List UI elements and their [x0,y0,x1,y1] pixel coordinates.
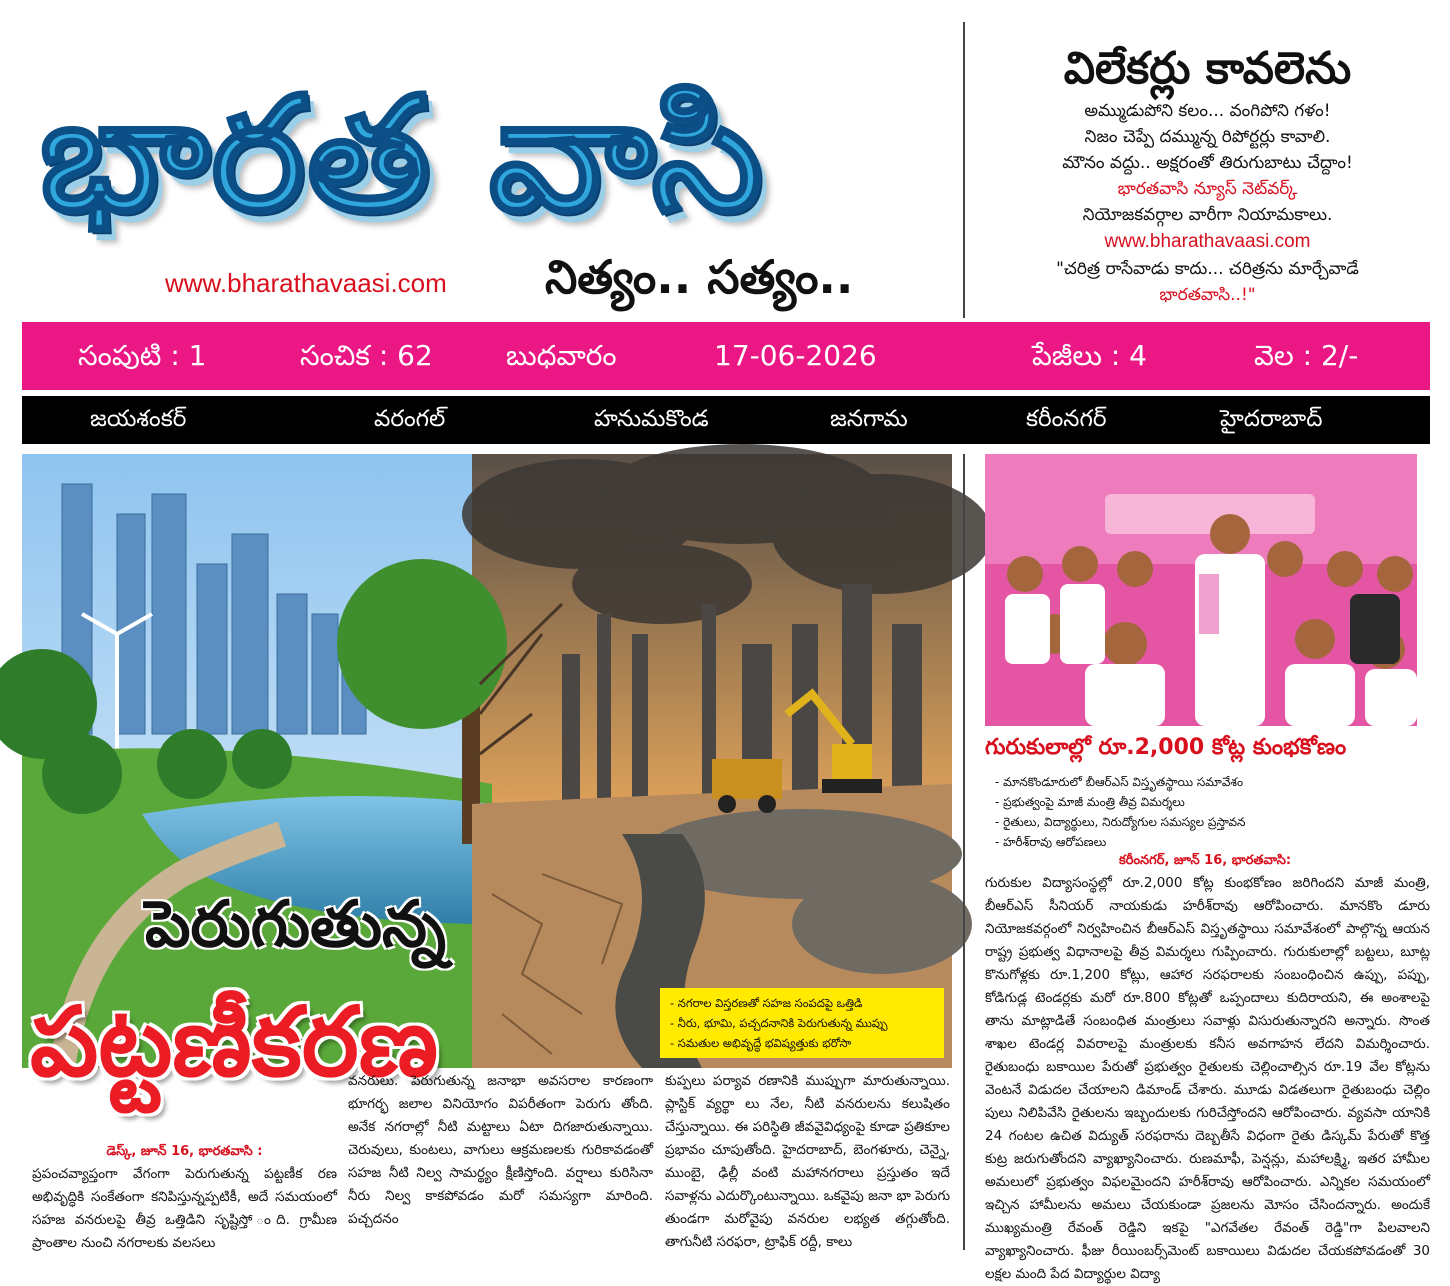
lead-article-column-2: వనరులు. పెరుగుతున్న జనాభా అవసరాల కారణంగా భూగర్భ జలాల వినియోగం విపరీతంగా పెరుగు తోంది. అనేక నగరాల్లో నీటి మట్టాలు ఏటా దిగజారుతున్నాయి. చెరువులు, కుంటలు, వాగులు ఆక్రమణలకు గురికావడంతో సహజ నీటి నిల్వ సామర్థ్యం క్షీణిస్తోంది. వర్షాలు కురిసినా నీరు నిల్వ కాకపోవడం మరో సమస్యగా మారింది. పచ్చదనం [348,1073,653,1227]
district-link[interactable]: హనుమకొండ [594,406,709,432]
ad-signature: భారతవాసి..!" [1159,285,1256,305]
ad-title: విలేకర్లు కావలెను [1063,43,1352,94]
political-meeting-photo [985,454,1417,726]
issue-day: బుధవారం [506,339,617,372]
district-link[interactable]: జయశంకర్ [90,406,187,432]
newspaper-title: భారత వాసి [40,63,765,247]
issue-date: 17-06-2026 [714,339,877,372]
ad-line: మౌనం వద్దు.. అక్షరంతో తిరుగుబాటు చేద్దాం! [1062,153,1353,173]
ad-line: నిజం చెప్పే దమ్మున్న రిపోర్టర్లు కావాలి. [1084,127,1331,147]
ad-line: నియోజకవర్గాల వారీగా నియామకాలు. [1082,205,1333,225]
lead-headline-line2: పట్టణీకరణ [30,986,438,1098]
side-story-bullets [995,772,1415,852]
masthead-tagline: నిత్యం.. సత్యం.. [545,250,854,304]
highlight-item: - నగరాల విస్తరణతో సహజ సంపదపై ఒత్తిడి [670,996,863,1010]
meeting-photo-image [985,454,1417,726]
ad-website-link[interactable]: www.bharathavaasi.com [1104,231,1311,252]
issue-price: వెల : 2/- [1254,339,1359,372]
issue-pages: పేజీలు : 4 [1032,339,1147,372]
district-nav-bar [22,396,1430,444]
side-bullet-item: - ప్రభుత్వంపై మాజీ మంత్రి తీవ్ర విమర్శలు [995,795,1185,809]
ad-quote: "చరిత్ర రాసేవాడు కాదు... చరిత్రను మార్చేవాడే [1056,259,1359,279]
lead-article-column-3: కుప్పలు పర్యావ రణానికి ముప్పుగా మారుతున్నాయి. ప్లాస్టిక్ వ్యర్థా లు నేల, నీటి వనరులను కలుషితం చేస్తున్నాయి. ఈ పరిస్థితి జీవవైవిధ్యంపై కూడా ప్రతికూల ప్రభావం చూపుతోంది. హైదరాబాద్, బెంగళూరు, చెన్నై, ముంబై, ఢిల్లీ వంటి మహానగరాలు ప్రస్తుతం ఇదే సవాళ్లను ఎదుర్కొంటున్నాయి. ఒకవైపు జనా భా పెరుగు తుండగా మరోవైపు వనరుల లభ్యత తగ్గుతోంది. తాగునీటి సరఫరా, ట్రాఫిక్ రద్దీ, కాలు [665,1073,950,1250]
highlight-item: - నీరు, భూమి, పచ్చదనానికి పెరుగుతున్న ముప్పు [670,1016,888,1030]
ad-network-name: భారతవాసి న్యూస్ నెట్‌వర్క్ [1117,179,1298,199]
masthead-website-link[interactable]: www.bharathavaasi.com [165,268,447,298]
lead-headline-line1: పెరుగుతున్న [145,888,446,962]
issue-number: సంచిక : 62 [300,339,433,372]
ad-line: అమ్ముడుపోని కలం... వంగిపోని గళం! [1084,101,1331,121]
highlight-item: - సమతుల అభివృద్ధే భవిష్యత్తుకు భరోసా [670,1036,852,1050]
side-bullet-item: - హరీశ్‌రావు ఆరోపణలు [995,835,1107,849]
side-bullet-item: - మానకొండూరులో బీఆర్ఎస్ విస్తృతస్థాయి సమావేశం [995,775,1244,789]
side-story-headline: గురుకులాల్లో రూ.2,000 కోట్ల కుంభకోణం [985,735,1347,760]
district-link[interactable]: జనగామ [830,406,908,432]
lead-column-1-text: ప్రపంచవ్యాప్తంగా వేగంగా పెరుగుతున్న పట్టణీక రణ అభివృద్ధికి సంకేతంగా కనిపిస్తున్నప్పటికీ, అదే సమయంలో సహజ వనరులపై తీవ్ర ఒత్తిడిని సృష్టిస్తో ంది. గ్రామీణ ప్రాంతాల నుంచి నగరాలకు వలసలు [32,1166,337,1251]
district-link[interactable]: హైదరాబాద్ [1220,406,1323,432]
issue-info-bar [22,322,1430,390]
district-link[interactable]: కరీంనగర్ [1026,406,1107,432]
lead-dateline: డెస్క్, జూన్ 16, భారతవాసి : [106,1144,263,1159]
masthead-divider [963,22,965,318]
column-divider [963,454,965,1250]
side-story-body: గురుకుల విద్యాసంస్థల్లో రూ.2,000 కోట్ల కుంభకోణం జరిగిందని మాజీ మంత్రి, బీఆర్ఎస్ సీనియర్ నాయకుడు హరీశ్‌రావు ఆరోపించారు. మానకొం డూరు నియోజకవర్గంలో నిర్వహించిన బీఆర్ఎస్ విస్తృతస్థాయి సమావేశంలో పాల్గొన్న ఆయన రాష్ట్ర ప్రభుత్వ విధానాలపై తీవ్ర విమర్శలు గుప్పించారు. గురుకులాల్లో బట్టలు, బూట్ల కొనుగోళ్లకు రూ.1,200 కోట్లు, ఆహార సరఫరాలకు సంబంధించిన ఉప్పు, పప్పు, కోడిగుడ్ల టెండర్లకు మరో రూ.800 కోట్లతో ఒప్పందాలు కుదిరాయని, ఈ అంశాలపై తాను మాట్లాడితే సంబంధిత మంత్రులు సవాళ్లు విసురుతున్నారని అన్నారు. సొంత శాఖల టెండర్ల వివరాలపై మంత్రులకు కనీస అవగాహన లేదని విమర్శించారు. రైతుబంధు బకాయిల పేరుతో ప్రభుత్వం రైతులకు చెల్లించాల్సిన రూ.19 వేల కోట్లను వెంటనే విడుదల చేయాలని డిమాండ్ చేశారు. మూడు విడతలుగా రైతుబంధు చెల్లిం పులు నిలిపివేసి రైతులను ఇబ్బందులకు గురిచేస్తోందని ఆరోపించారు. వ్యవసా యానికి 24 గంటల ఉచిత విద్యుత్ సరఫరాను దెబ్బతీసే విధంగా రైతు డిస్కమ్ పేరుతో కొత్త కుట్ర జరుగుతోందని వ్యాఖ్యానించారు. రుణమాఫీ, పెన్షన్లు, మహాలక్ష్మి, ఇతర హామీల అమలులో ప్రభుత్వం విఫలమైందని హరీశ్‌రావు ఆరోపించారు. ఎన్నికల సమయంలో ఇచ్చిన హామీలను అమలు చేయకుండా ప్రజలను మోసం చేసిందన్నారు. అందుకే ముఖ్యమంత్రి రేవంత్ రెడ్డిని ఇకపై "ఎగవేతల రేవంత్ రెడ్డి"గా పిలవాలని వ్యాఖ్యానించారు. ఫీజు రీయింబర్స్‌మెంట్ బకాయిలు విడుదల చేయకపోవడంతో 30 లక్షల మంది పేద విద్యార్థుల విద్యా [985,875,1430,1282]
side-bullet-item: - రైతులు, విద్యార్థులు, నిరుద్యోగుల సమస్యల ప్రస్తావన [995,815,1246,829]
side-story-dateline: కరీంనగర్, జూన్ 16, భారతవాసి: [1118,853,1292,868]
district-link[interactable]: వరంగల్ [374,406,446,432]
lead-article-column-1 [32,1140,337,1250]
lead-highlights-box [660,988,944,1058]
issue-volume: సంపుటి : 1 [78,339,207,372]
reporters-wanted-ad [975,40,1440,308]
